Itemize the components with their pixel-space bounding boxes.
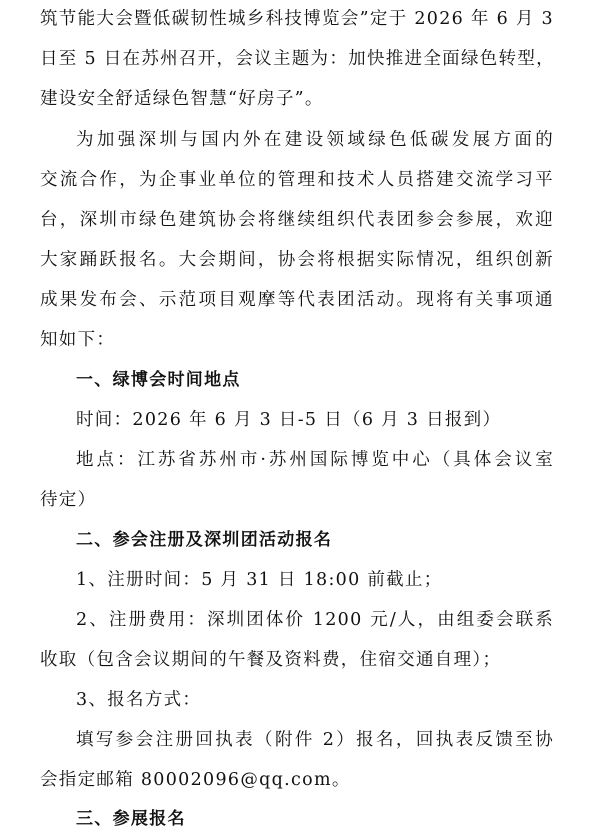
section1-place-line-2: 待定） xyxy=(40,490,97,510)
section2-item-2-line-1: 2、注册费用：深圳团体价 1200 元/人，由组委会联系 xyxy=(76,610,554,630)
invite-line-2: 交流合作，为企事业单位的管理和技术人员搭建交流学习平 xyxy=(40,170,554,190)
invite-line-4: 大家踊跃报名。大会期间，协会将根据实际情况，组织创新 xyxy=(40,250,554,270)
section1-time: 时间：2026 年 6 月 3 日-5 日（6 月 3 日报到） xyxy=(76,410,502,430)
section2-method-line-1: 填写参会注册回执表（附件 2）报名，回执表反馈至协 xyxy=(76,730,554,750)
section3-heading: 三、参展报名 xyxy=(76,809,186,829)
section2-item-3: 3、报名方式： xyxy=(76,690,202,710)
section1-heading: 一、绿博会时间地点 xyxy=(76,370,241,390)
section2-item-2-line-2: 收取（包含会议期间的午餐及资料费，住宿交通自理）； xyxy=(40,650,502,670)
intro-line-3: 建设安全舒适绿色智慧“好房子”。 xyxy=(40,89,324,109)
section2-item-1: 1、注册时间：5 月 31 日 18:00 前截止； xyxy=(76,570,443,590)
intro-line-1: 筑节能大会暨低碳韧性城乡科技博览会”定于 2026 年 6 月 3 xyxy=(40,9,554,29)
section2-method-line-2: 会指定邮箱 80002096@qq.com。 xyxy=(40,770,351,790)
invite-line-6: 知如下： xyxy=(40,330,116,350)
section1-place-line-1: 地点：江苏省苏州市·苏州国际博览中心（具体会议室 xyxy=(76,450,554,470)
section2-heading: 二、参会注册及深圳团活动报名 xyxy=(76,530,333,550)
invite-line-1: 为加强深圳与国内外在建设领域绿色低碳发展方面的 xyxy=(76,130,554,150)
invite-line-3: 台，深圳市绿色建筑协会将继续组织代表团参会参展，欢迎 xyxy=(40,210,554,230)
invite-line-5: 成果发布会、示范项目观摩等代表团活动。现将有关事项通 xyxy=(40,290,554,310)
intro-line-2: 日至 5 日在苏州召开，会议主题为：加快推进全面绿色转型， xyxy=(40,49,555,69)
